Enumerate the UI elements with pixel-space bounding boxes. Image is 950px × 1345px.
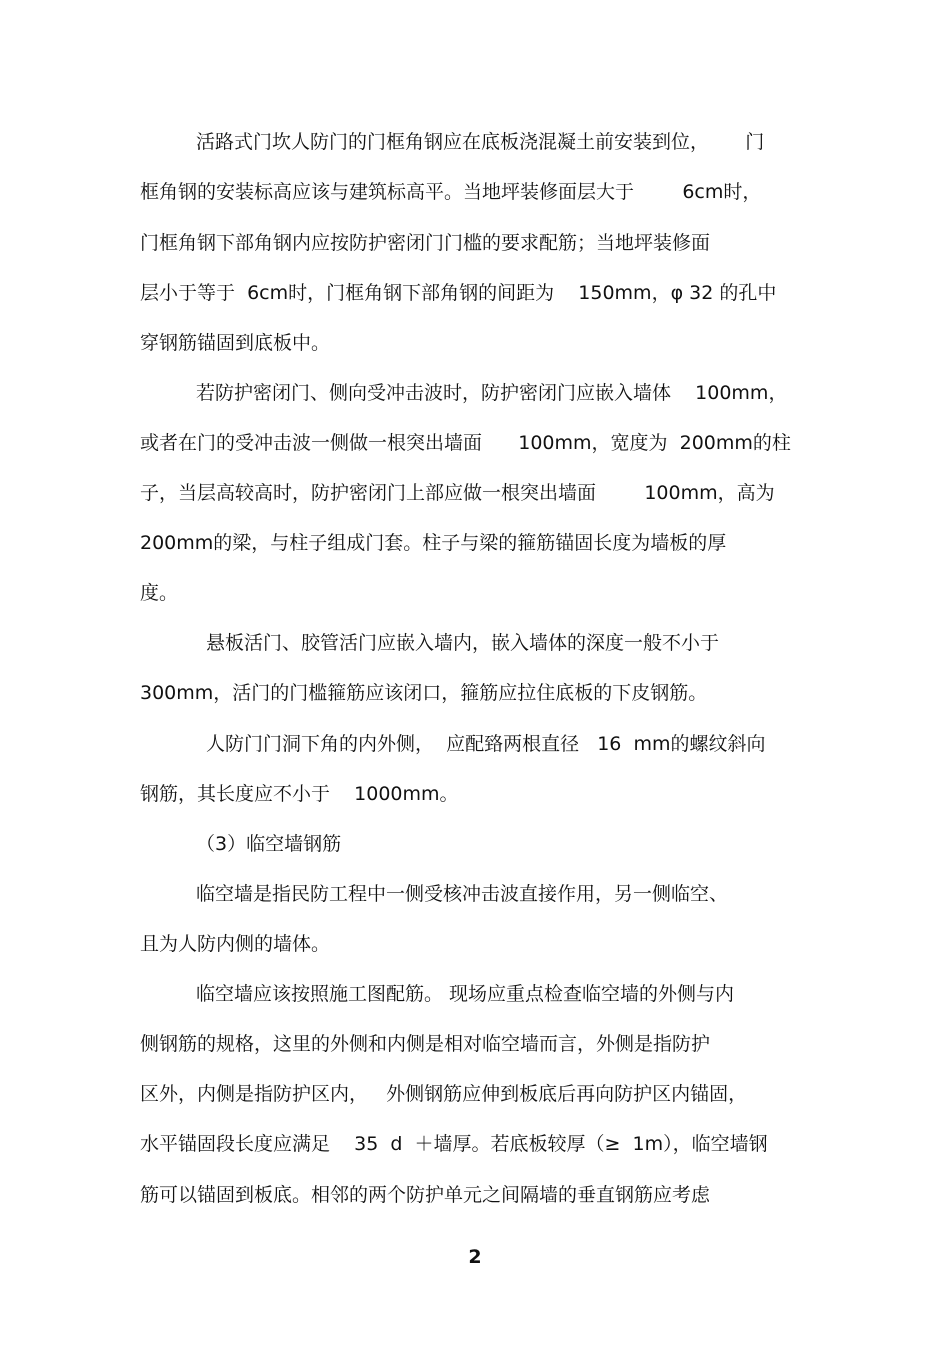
- paragraph-7-line-1: 临空墙应该按照施工图配筋。 现场应重点检查临空墙的外侧与内: [196, 983, 735, 1005]
- paragraph-2-line-1: 若防护密闭门、侧向受冲击波时，防护密闭门应嵌入墙体 100mm，: [196, 382, 788, 404]
- paragraph-2-line-5: 度。: [140, 582, 179, 604]
- paragraph-7-line-5: 筋可以锚固到板底。相邻的两个防护单元之间隔墙的垂直钢筋应考虑: [140, 1184, 711, 1206]
- paragraph-2-line-4: 200mm的梁，与柱子组成门套。柱子与梁的箍筋锚固长度为墙板的厚: [140, 532, 727, 554]
- paragraph-7-line-3: 区外，内侧是指防护区内， 外侧钢筋应伸到板底后再向防护区内锚固，: [140, 1083, 748, 1105]
- paragraph-7-line-4: 水平锚固段长度应满足 35 d ＋墙厚。若底板较厚（≥ 1m），临空墙钢: [140, 1133, 768, 1155]
- paragraph-1-line-4: 层小于等于 6cm时，门框角钢下部角钢的间距为 150mm，φ 32 的孔中: [140, 282, 777, 304]
- paragraph-3-line-1: 悬板活门、胶管活门应嵌入墙内，嵌入墙体的深度一般不小于: [206, 632, 720, 654]
- paragraph-7-line-2: 侧钢筋的规格，这里的外侧和内侧是相对临空墙而言，外侧是指防护: [140, 1033, 711, 1055]
- paragraph-6-line-2: 且为人防内侧的墙体。: [140, 933, 331, 955]
- page-number: 2: [468, 1246, 482, 1268]
- paragraph-2-line-2: 或者在门的受冲击波一侧做一根突出墙面 100mm，宽度为 200mm的柱: [140, 432, 791, 454]
- paragraph-3-line-2: 300mm，活门的门槛箍筋应该闭口，箍筋应拉住底板的下皮钢筋。: [140, 682, 708, 704]
- paragraph-1-line-5: 穿钢筋锚固到底板中。: [140, 332, 331, 354]
- paragraph-4-line-1: 人防门门洞下角的内外侧， 应配臵两根直径 16 mm的螺纹斜向: [206, 733, 766, 755]
- paragraph-6-line-1: 临空墙是指民防工程中一侧受核冲击波直接作用，另一侧临空、: [196, 883, 729, 905]
- paragraph-1-line-1: 活路式门坎人防门的门框角钢应在底板浇混凝土前安装到位， 门: [196, 131, 765, 153]
- paragraph-4-line-2: 钢筋，其长度应不小于 1000mm。: [140, 783, 459, 805]
- paragraph-1-line-3: 门框角钢下部角钢内应按防护密闭门门槛的要求配筋；当地坪装修面: [140, 232, 711, 254]
- paragraph-1-line-2: 框角钢的安装标高应该与建筑标高平。当地坪装修面层大于 6cm时，: [140, 181, 762, 203]
- section-heading: （3）临空墙钢筋: [196, 833, 342, 855]
- paragraph-2-line-3: 子，当层高较高时，防护密闭门上部应做一根突出墙面 100mm，高为: [140, 482, 775, 504]
